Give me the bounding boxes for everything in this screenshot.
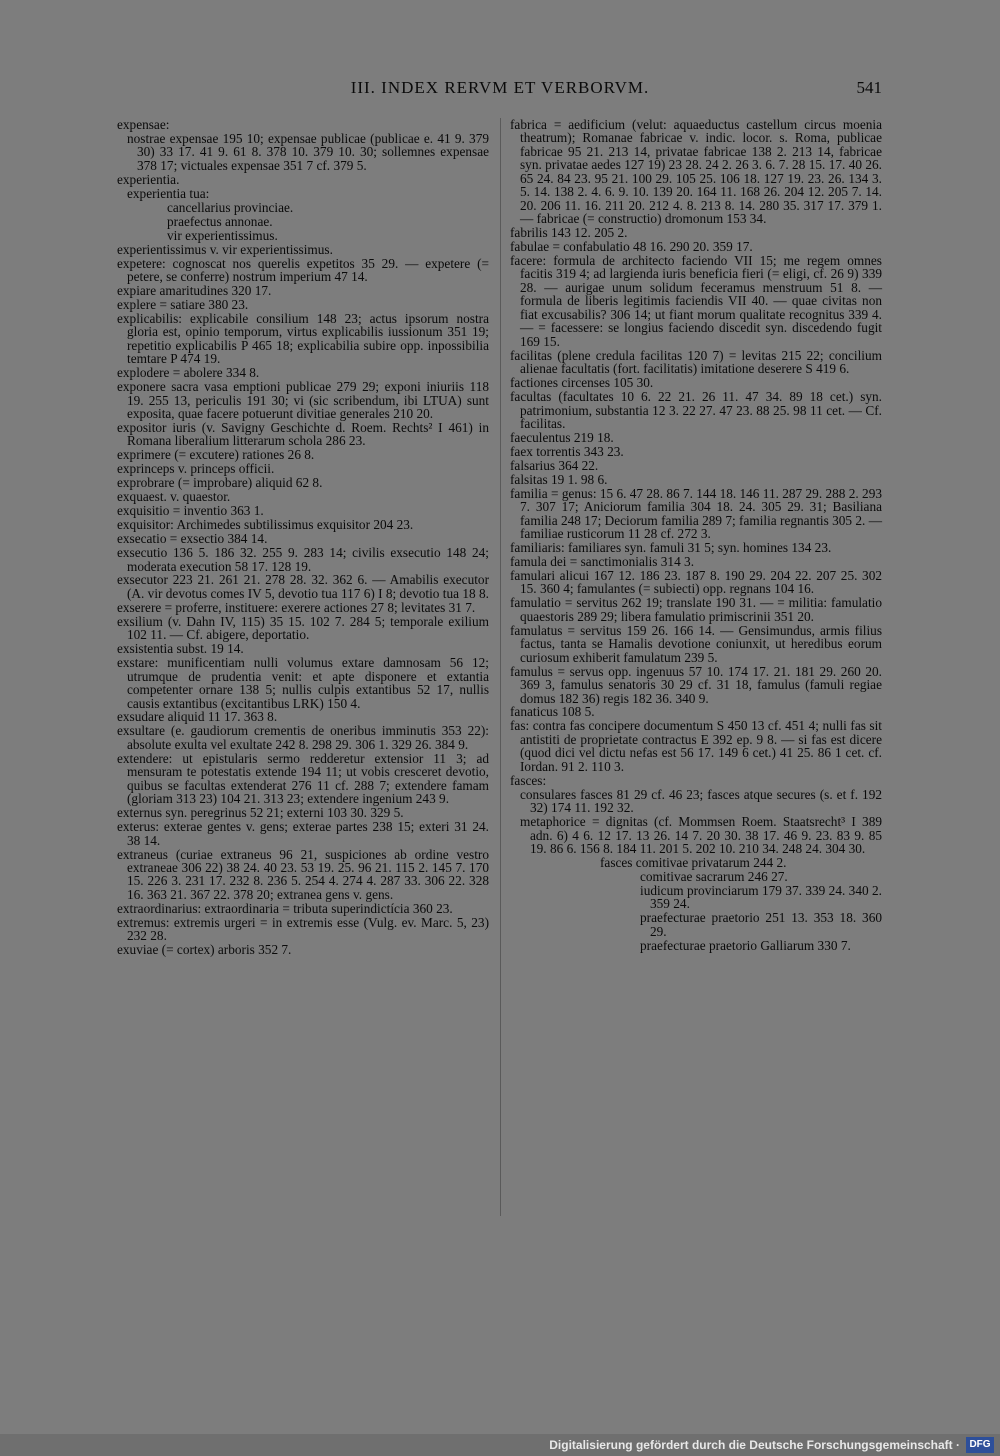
index-entry: cancellarius provinciae. <box>167 199 294 215</box>
index-entry: extraneus (curiae extraneus 96 21, suspiciones ab ordine vestro extraneae 306 22) 38 24. 40 23. 53 19. 25. 96 21. 115 2. 145 7. 170 15. 226 3. 231 17. 232 8. 236 5. 254 4. 274 4. 287 33. 306 22. 328 16. 363 21. 367 22. 378 20; extranea gens v. gens. <box>117 846 489 902</box>
index-entry: exquaest. v. quaestor. <box>117 489 231 505</box>
index-entry: extraordinarius: extraordinaria = tributa superindictícia 360 23. <box>117 900 453 916</box>
index-entry: falsarius 364 22. <box>510 457 599 473</box>
index-entry: fasces comitivae privatarum 244 2. <box>600 854 787 870</box>
index-entry: iudicum provinciarum 179 37. 339 24. 340 2. 359 24. <box>640 882 882 912</box>
page-header <box>118 76 882 102</box>
index-entry: fasces: <box>510 772 547 788</box>
index-entry: famulatio = servitus 262 19; translate 190 31. — = militia: famulatio quaestoris 289 29; libera famulatio primiscrinii 351 20. <box>510 595 882 624</box>
index-entry: familia = genus: 15 6. 47 28. 86 7. 144 18. 146 11. 287 29. 288 2. 293 7. 307 17; Aniciorum familia 304 18. 24. 305 29. 31; Basiliana familia 248 17; Deciorum familia 289 7; familia regnantis 305 2. — familiae rusticorum 11 28 cf. 272 3. <box>510 485 882 542</box>
index-entry: exprinceps v. princeps officii. <box>117 461 275 477</box>
index-entry: fabrilis 143 12. 205 2. <box>510 225 628 241</box>
index-entry: famulatus = servitus 159 26. 166 14. — Gensimundus, armis filius factus, tanta se Hamalis devotione coniunxit, ut heredibus eorum curiosum exhiberit famulatum 239 5. <box>510 622 882 665</box>
index-entry: extremus: extremis urgeri = in extremis esse (Vulg. ev. Marc. 5, 23) 232 28. <box>117 914 489 944</box>
index-entry: expiare amaritudines 320 17. <box>117 282 272 298</box>
index-entry: fanaticus 108 5. <box>510 704 595 720</box>
index-entry: famula dei = sanctimonialis 314 3. <box>510 554 695 569</box>
index-entry: exprobrare (= improbare) aliquid 62 8. <box>117 475 323 491</box>
index-entry: experientia tua: <box>127 185 210 201</box>
index-entry: faex torrentis 343 23. <box>510 443 624 459</box>
index-entry: famulari alicui 167 12. 186 23. 187 8. 190 29. 204 22. 207 25. 302 15. 360 4; famulantes (= subiecti) opp. regnans 104 16. <box>510 567 882 597</box>
index-entry: explodere = abolere 334 8. <box>117 365 260 381</box>
index-entry: factiones circenses 105 30. <box>510 375 654 391</box>
index-entry: externus syn. peregrinus 52 21; externi 103 30. 329 5. <box>117 805 404 821</box>
index-entry: praefecturae praetorio Galliarum 330 7. <box>640 937 851 953</box>
index-entry: expensae: <box>117 117 170 132</box>
index-entry: falsitas 19 1. 98 6. <box>510 471 608 487</box>
index-entry: fabrica = aedificium (velut: aquaeductus castellum circus moenia theatrum); Romanae fabricae v. indic. locor. s. Roma, publicae fabricae 95 21. 213 14, privatae fabricae 138 2. 213 14, fabricae syn. privatae aedes 127 19) 23 28. 24 2. 26 3. 6. 7. 28 15. 17. 40 26. 65 24. 84 23. 95 21. 100 29. 105 25. 106 18. 127 19. 23. 26. 134 3. 5. 14. 138 2. 4. 6. 9. 10. 139 20. 164 11. 168 26. 204 12. 205 7. 14. 20. 206 11. 16. 211 20. 212 4. 8. 213 8. 14. 280 35. 317 17. 379 1. — fabricae (= constructio) dromonum 153 34. <box>510 117 882 227</box>
index-entry: familiaris: familiares syn. famuli 31 5; syn. homines 134 23. <box>510 540 832 556</box>
index-entry: experientissimus v. vir experientissimus. <box>117 241 333 257</box>
index-entry: exponere sacra vasa emptioni publicae 279 29; exponi iniuriis 118 19. 255 13, periculis 191 30; vi (sic scribendum, ibi LTUA) sunt exposita, quae facere potuerunt divitiae generales 210 20. <box>117 379 489 422</box>
index-entry: exserere = proferre, instituere: exerere actiones 27 8; levitates 31 7. <box>117 599 476 615</box>
footer-bar <box>0 1434 1000 1456</box>
index-entry: facultas (facultates 10 6. 22 21. 26 11. 47 34. 89 18 cet.) syn. patrimonium, substantia 12 3. 22 27. 47 23. 88 25. 98 11 cet. — Cf. facilitas. <box>510 389 882 431</box>
index-entry: exsultare (e. gaudiorum crementis de oneribus imminutis 353 22): absolute exulta vel exultate 242 8. 298 29. 306 1. 329 26. 384 9. <box>117 723 489 752</box>
index-entry: facere: formula de architecto faciendo VII 15; me regem omnes facitis 319 4; ad largienda iuris beneficia fieri (= eligi, cf. 26 9) 339 28. — aurigae unum solidum feceramus menstruum 51 8. — formula de liberis legitimis faciendis VII 40. — quae civitas non fiat excusabilis? 306 14; ut fiant morum qualitate recognitus 339 4. — = facessere: se longius faciendo discedit syn. discedendo fugit 169 15. <box>510 253 882 349</box>
index-entry: famulus = servus opp. ingenuus 57 10. 174 17. 21. 181 29. 260 20. 369 3, famulus senatoris 30 29 cf. 31 18, famulus (famuli regiae domus 182 36) regis 182 36. 340 9. <box>510 663 882 706</box>
index-entry: nostrae expensae 195 10; expensae publicae (publicae e. 41 9. 379 30) 33 17. 41 9. 61 8. 378 10. 379 10. 30; sollemnes expensae 378 17; victuales expensae 351 7 cf. 379 5. <box>127 130 489 173</box>
page-number: 541 <box>856 78 882 97</box>
index-entry: metaphorice = dignitas (cf. Mommsen Roem. Staatsrecht³ I 389 adn. 6) 4 6. 12 17. 13 26. 14 7. 20 30. 38 17. 46 9. 23. 83 9. 85 19. 86 6. 156 8. 184 11. 201 5. 202 10. 210 34. 248 24. 304 30. <box>520 814 882 857</box>
index-entry: fas: contra fas concipere documentum S 450 13 cf. 451 4; nulli fas sit antistiti de proprietate contractus E 392 ep. 9 8. — si fas est dicere (quod dici vel dictu nefas est 56 17. 149 6 cet.) 41 25. 86 1 cet. cf. Iordan. 91 2. 110 3. <box>510 718 882 774</box>
index-entry: expositor iuris (v. Savigny Geschichte d. Roem. Rechts² I 461) in Romana liberalium litterarum schola 286 23. <box>117 419 489 449</box>
index-entry: explere = satiare 380 23. <box>117 296 249 312</box>
index-entry: exsecatio = exsectio 384 14. <box>117 531 268 547</box>
index-entry: extendere: ut epistularis sermo redderetur extensior 11 3; ad mensuram te potestatis extende 194 11; ut vobis cresceret devotio, quibus se facultas extenderat 276 11 cf. 288 7; extendere famam (gloriam 313 23) 104 21. 313 23; extendere ingenium 243 9. <box>117 750 489 807</box>
index-entry: exstare: munificentiam nulli volumus extare damnosam 56 12; utrumque de prudentia venit: et apte disponere et extantia competenter ornare 138 5; nullis culpis extantibus 52 17, nullis causis extantibus (excitantibus LRK) 150 4. <box>117 655 489 711</box>
index-entry: fabulae = confabulatio 48 16. 290 20. 359 17. <box>510 239 753 255</box>
index-entry: exprimere (= excutere) rationes 26 8. <box>117 447 315 463</box>
index-entry: exsecutio 136 5. 186 32. 255 9. 283 14; civilis exsecutio 148 24; moderata execution 58 17. 128 19. <box>117 545 489 574</box>
running-title: III. INDEX RERVM ET VERBORVM. <box>350 78 650 97</box>
index-entry: exsecutor 223 21. 261 21. 278 28. 32. 362 6. — Amabilis executor (A. vir devotus comes IV 5, devotio tua 117 6) I 8; devotio tua 18 8. <box>117 572 489 601</box>
index-entry: consulares fasces 81 29 cf. 46 23; fasces atque secures (s. et f. 192 32) 174 11. 192 32. <box>520 786 882 816</box>
index-entry: praefecturae praetorio 251 13. 353 18. 360 29. <box>640 910 882 939</box>
index-entry: facilitas (plene credula facilitas 120 7) = levitas 215 22; concilium alienae facultatis (fort. facilitatis) imitatione deserere S 419 6. <box>510 347 882 377</box>
index-entry: exsilium (v. Dahn IV, 115) 35 15. 102 7. 284 5; temporale exilium 102 11. — Cf. abigere, deportatio. <box>117 613 489 643</box>
index-entry: exterus: exterae gentes v. gens; exterae partes 238 15; exteri 31 24. 38 14. <box>117 819 489 848</box>
index-entry: vir experientissimus. <box>167 227 278 243</box>
index-entry: comitivae sacrarum 246 27. <box>640 868 788 884</box>
dfg-logo: DFG <box>966 1437 994 1453</box>
index-entry: explicabilis: explicabile consilium 148 23; actus ipsorum nostra gloria est, opinio temporum, virtus explicabilis iussionum 351 19; repetitio explicabilis P 465 18; explicabilia subire opp. inpossibilia temtare P 474 19. <box>117 310 489 367</box>
column-rule <box>500 118 501 1216</box>
funding-credit: Digitalisierung gefördert durch die Deutsche Forschungsgemeinschaft · <box>549 1438 960 1452</box>
index-entry: exquisitor: Archimedes subtilissimus exquisitor 204 23. <box>117 517 414 533</box>
left-column <box>117 118 489 957</box>
index-entry: praefectus annonae. <box>167 213 273 229</box>
index-entry: exquisitio = inventio 363 1. <box>117 503 264 519</box>
index-entry: exsudare aliquid 11 17. 363 8. <box>117 709 278 725</box>
index-entry: experientia. <box>117 171 180 187</box>
index-entry: exuviae (= cortex) arboris 352 7. <box>117 942 292 958</box>
right-column <box>510 118 882 953</box>
index-entry: expetere: cognoscat nos querelis expetitos 35 29. — expetere (= petere, se conferre) nostrum imperium 47 14. <box>117 255 489 284</box>
index-entry: exsistentia subst. 19 14. <box>117 641 244 657</box>
index-entry: faeculentus 219 18. <box>510 429 614 445</box>
